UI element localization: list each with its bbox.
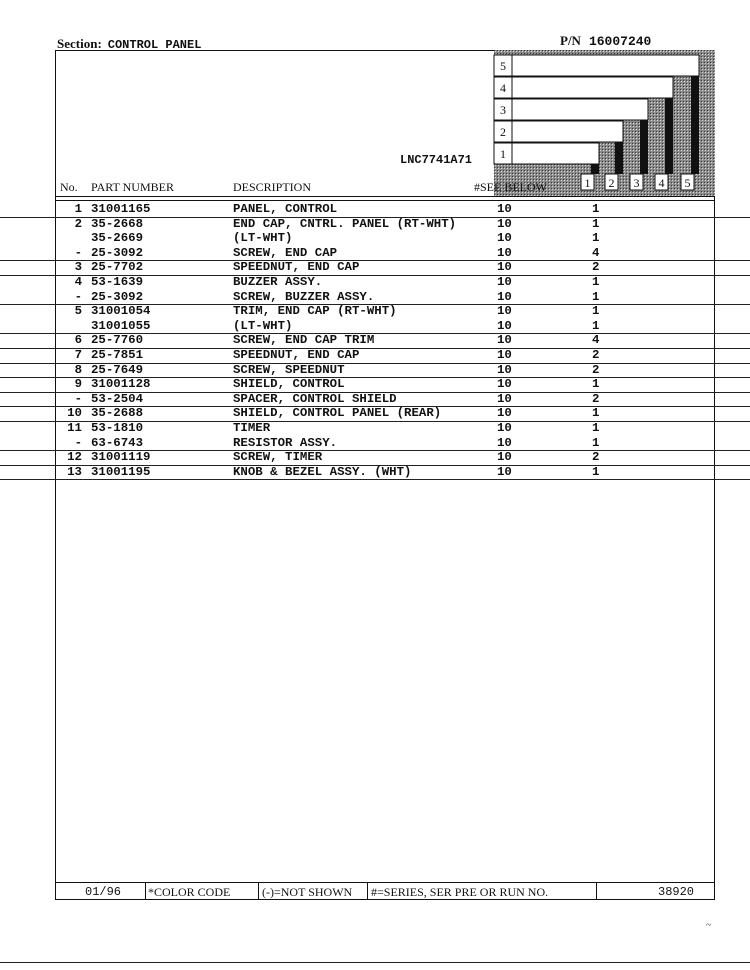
description-cell: SPEEDNUT, END CAP — [233, 260, 360, 275]
series-cell: 10 — [497, 406, 512, 421]
series-cell: 10 — [497, 464, 512, 479]
item-number-cell: - — [74, 289, 82, 304]
item-number-cell: 13 — [67, 464, 82, 479]
table-row — [0, 333, 750, 349]
part-number-cell: 63-6743 — [91, 435, 144, 450]
description-cell: SCREW, TIMER — [233, 450, 323, 465]
series-cell: 10 — [497, 435, 512, 450]
table-row — [0, 231, 750, 246]
legend-column-label: 3 — [633, 176, 640, 190]
item-number-cell: 11 — [67, 421, 82, 435]
column-header-divider — [55, 200, 715, 201]
part-number-cell: 53-1810 — [91, 421, 144, 435]
item-number-cell: 5 — [74, 304, 82, 319]
series-cell: 10 — [497, 231, 512, 246]
description-cell: BUZZER ASSY. — [233, 275, 323, 289]
table-row — [0, 392, 750, 408]
item-number-cell: - — [74, 391, 82, 406]
description-cell: TIMER — [233, 421, 271, 435]
pn-label-text: P/N — [560, 33, 581, 48]
description-cell: SPACER, CONTROL SHIELD — [233, 391, 397, 406]
legend-column-label: 1 — [584, 176, 591, 190]
table-row — [0, 421, 750, 436]
pn-value: 16007240 — [588, 34, 652, 49]
quantity-cell: 4 — [592, 245, 600, 260]
quantity-cell: 4 — [592, 333, 600, 348]
header-divider — [55, 196, 715, 197]
table-row — [0, 465, 750, 481]
table-row — [0, 450, 750, 466]
item-number-cell: 8 — [74, 362, 82, 377]
description-cell: END CAP, CNTRL. PANEL (RT-WHT) — [233, 216, 457, 231]
quantity-cell: 1 — [592, 464, 600, 479]
description-cell: RESISTOR ASSY. — [233, 435, 338, 450]
series-cell: 10 — [497, 450, 512, 465]
part-number-cell: 35-2688 — [91, 406, 144, 421]
scan-mark: ~ — [706, 920, 712, 931]
quantity-cell: 1 — [592, 289, 600, 304]
quantity-cell: 1 — [592, 275, 600, 289]
quantity-cell: 1 — [592, 202, 600, 216]
footer-color-code: *COLOR CODE — [148, 885, 231, 899]
table-row — [0, 363, 750, 379]
part-number-cell: 31001165 — [91, 202, 151, 216]
description-cell: PANEL, CONTROL — [233, 202, 338, 216]
table-row — [0, 348, 750, 364]
footer-date: 01/96 — [85, 885, 122, 899]
description-cell: SCREW, END CAP — [233, 245, 338, 260]
legend-level-label: 3 — [500, 103, 506, 117]
quantity-cell: 1 — [592, 377, 600, 392]
section-value: CONTROL PANEL — [107, 38, 202, 52]
part-number-cell: 53-2504 — [91, 391, 144, 406]
legend-column-label: 5 — [684, 176, 691, 190]
series-cell: 10 — [497, 421, 512, 435]
column-header-description: DESCRIPTION — [233, 180, 312, 194]
part-number-cell: 25-3092 — [91, 289, 144, 304]
description-cell: SCREW, BUZZER ASSY. — [233, 289, 375, 304]
table-row — [0, 319, 750, 335]
quantity-cell: 1 — [592, 421, 600, 435]
series-cell: 10 — [497, 391, 512, 406]
quantity-cell: 1 — [592, 231, 600, 246]
description-cell: SHIELD, CONTROL — [233, 377, 345, 392]
item-number-cell: 3 — [74, 260, 82, 275]
part-number-cell: 25-7851 — [91, 348, 144, 362]
description-cell: (LT-WHT) — [233, 318, 293, 333]
part-number-cell: 25-7649 — [91, 362, 144, 377]
part-number-cell: 25-7702 — [91, 260, 144, 275]
table-row — [0, 202, 750, 218]
quantity-cell: 1 — [592, 435, 600, 450]
table-row — [0, 377, 750, 393]
column-header-no: No. — [60, 180, 78, 194]
quantity-cell: 2 — [592, 450, 600, 465]
description-cell: SHIELD, CONTROL PANEL (REAR) — [233, 406, 442, 421]
legend-level-label: 1 — [500, 147, 506, 161]
quantity-cell: 1 — [592, 406, 600, 421]
item-number-cell: 10 — [67, 406, 82, 421]
series-cell: 10 — [497, 377, 512, 392]
footer-series-note: #=SERIES, SER PRE OR RUN NO. — [371, 885, 549, 899]
table-row — [0, 217, 750, 232]
part-number-cell: 25-3092 — [91, 245, 144, 260]
quantity-cell: 1 — [592, 216, 600, 231]
part-number-cell: 31001119 — [91, 450, 151, 465]
series-cell: 10 — [497, 260, 512, 275]
quantity-cell: 1 — [592, 304, 600, 319]
part-number-cell: 31001054 — [91, 304, 151, 319]
item-number-cell: 9 — [74, 377, 82, 392]
series-cell: 10 — [497, 216, 512, 231]
legend-level-label: 4 — [500, 81, 506, 95]
item-number-cell: - — [74, 245, 82, 260]
description-cell: SCREW, SPEEDNUT — [233, 362, 345, 377]
part-number-cell: 31001055 — [91, 318, 151, 333]
item-number-cell: 7 — [74, 348, 82, 362]
item-number-cell: 2 — [74, 216, 82, 231]
legend-level-label: 2 — [500, 125, 506, 139]
table-row — [0, 275, 750, 290]
section-label-text: Section: — [57, 36, 102, 51]
item-number-cell: - — [74, 435, 82, 450]
part-number-cell: 35-2669 — [91, 231, 144, 246]
part-number-cell: 35-2668 — [91, 216, 144, 231]
series-cell: 10 — [497, 289, 512, 304]
item-number-cell: 6 — [74, 333, 82, 348]
description-cell: SCREW, END CAP TRIM — [233, 333, 375, 348]
series-cell: 10 — [497, 304, 512, 319]
part-number-cell: 25-7760 — [91, 333, 144, 348]
quantity-cell: 2 — [592, 348, 600, 362]
legend-column-label: 2 — [608, 176, 615, 190]
description-cell: SPEEDNUT, END CAP — [233, 348, 360, 362]
description-cell: (LT-WHT) — [233, 231, 293, 246]
column-header-part-number: PART NUMBER — [91, 180, 174, 194]
series-cell: 10 — [497, 202, 512, 216]
item-number-cell: 12 — [67, 450, 82, 465]
quantity-cell: 1 — [592, 318, 600, 333]
column-header-series: #SEE BELOW — [474, 180, 547, 194]
footer-doc-number: 38920 — [658, 885, 695, 899]
series-cell: 10 — [497, 333, 512, 348]
item-number-cell: 4 — [74, 275, 82, 289]
page-bottom-rule — [0, 962, 750, 963]
legend-level-label: 5 — [500, 59, 506, 73]
table-row — [0, 260, 750, 276]
series-cell: 10 — [497, 318, 512, 333]
legend-column-label: 4 — [658, 176, 665, 190]
table-row — [0, 246, 750, 262]
table-row — [0, 304, 750, 319]
table-row — [0, 436, 750, 452]
quantity-cell: 2 — [592, 260, 600, 275]
description-cell: TRIM, END CAP (RT-WHT) — [233, 304, 397, 319]
part-number-cell: 53-1639 — [91, 275, 144, 289]
table-row — [0, 290, 750, 306]
footer-not-shown: (-)=NOT SHOWN — [262, 885, 353, 899]
series-cell: 10 — [497, 348, 512, 362]
table-row — [0, 406, 750, 422]
series-cell: 10 — [497, 245, 512, 260]
description-cell: KNOB & BEZEL ASSY. (WHT) — [233, 464, 412, 479]
footer-bar — [55, 882, 715, 900]
part-number-cell: 31001128 — [91, 377, 151, 392]
series-cell: 10 — [497, 275, 512, 289]
series-cell: 10 — [497, 362, 512, 377]
part-number-cell: 31001195 — [91, 464, 151, 479]
item-number-cell: 1 — [74, 202, 82, 216]
quantity-cell: 2 — [592, 391, 600, 406]
figure-code: LNC7741A71 — [400, 153, 473, 167]
quantity-cell: 2 — [592, 362, 600, 377]
